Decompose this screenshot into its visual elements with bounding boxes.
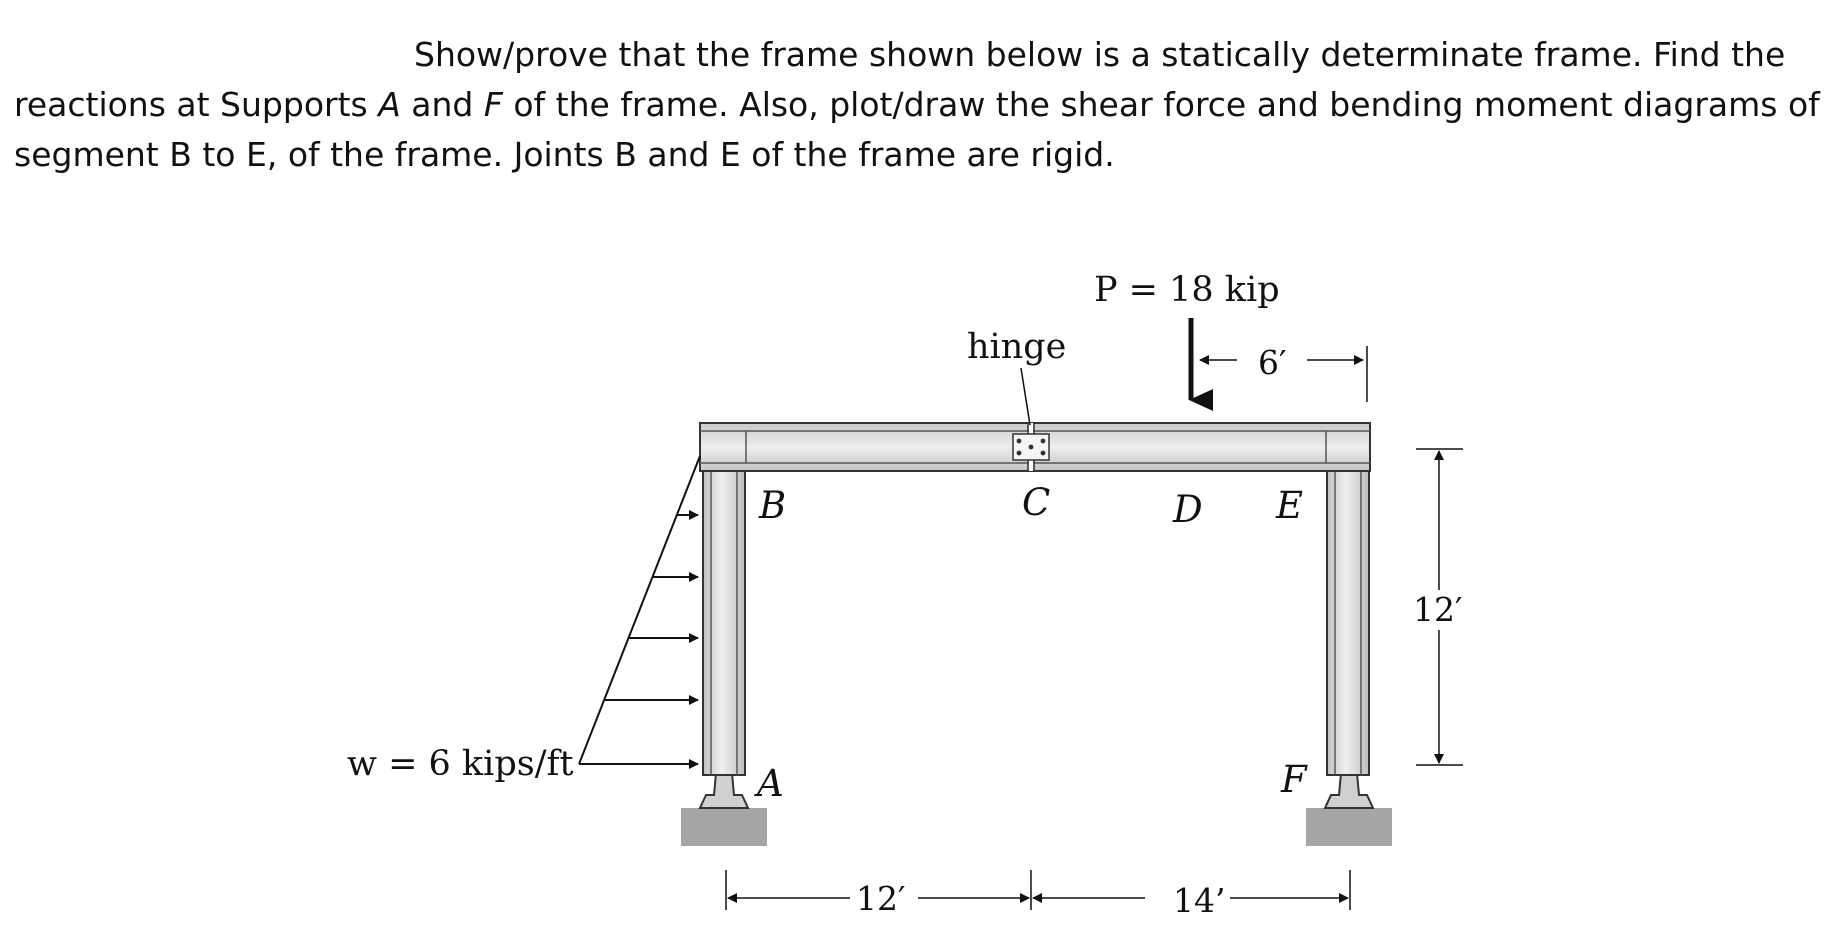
dim-cf-label: 14’ [1173, 881, 1226, 920]
label-b: B [759, 484, 787, 527]
distributed-load-label: w = 6 kips/ft [347, 744, 574, 784]
dim-de-label: 6′ [1258, 343, 1287, 382]
label-f: F [1281, 758, 1307, 801]
label-a: A [757, 762, 784, 805]
hinge-label: hinge [967, 327, 1067, 367]
problem-line-1: Show/prove that the frame shown below is a statically determinate frame. Find the [414, 35, 1786, 74]
hinge-leader [1021, 368, 1030, 425]
problem-line-2: reactions at Supports A and F of the frame. Also, plot/draw the shear force and bending moment diagrams of [14, 85, 1820, 124]
column-ab [703, 425, 745, 775]
label-e: E [1276, 484, 1304, 527]
label-d: D [1173, 488, 1203, 531]
dimension-bottom [726, 870, 1350, 910]
label-c: C [1022, 481, 1051, 524]
load-p-label: P = 18 kip [1094, 270, 1280, 310]
dim-ac-label: 12′ [856, 879, 906, 918]
column-ef [1327, 425, 1369, 775]
problem-line-3: segment B to E, of the frame. Joints B and E of the frame are rigid. [14, 135, 1115, 174]
distributed-load [579, 456, 700, 764]
dim-height-label: 12′ [1413, 590, 1463, 629]
